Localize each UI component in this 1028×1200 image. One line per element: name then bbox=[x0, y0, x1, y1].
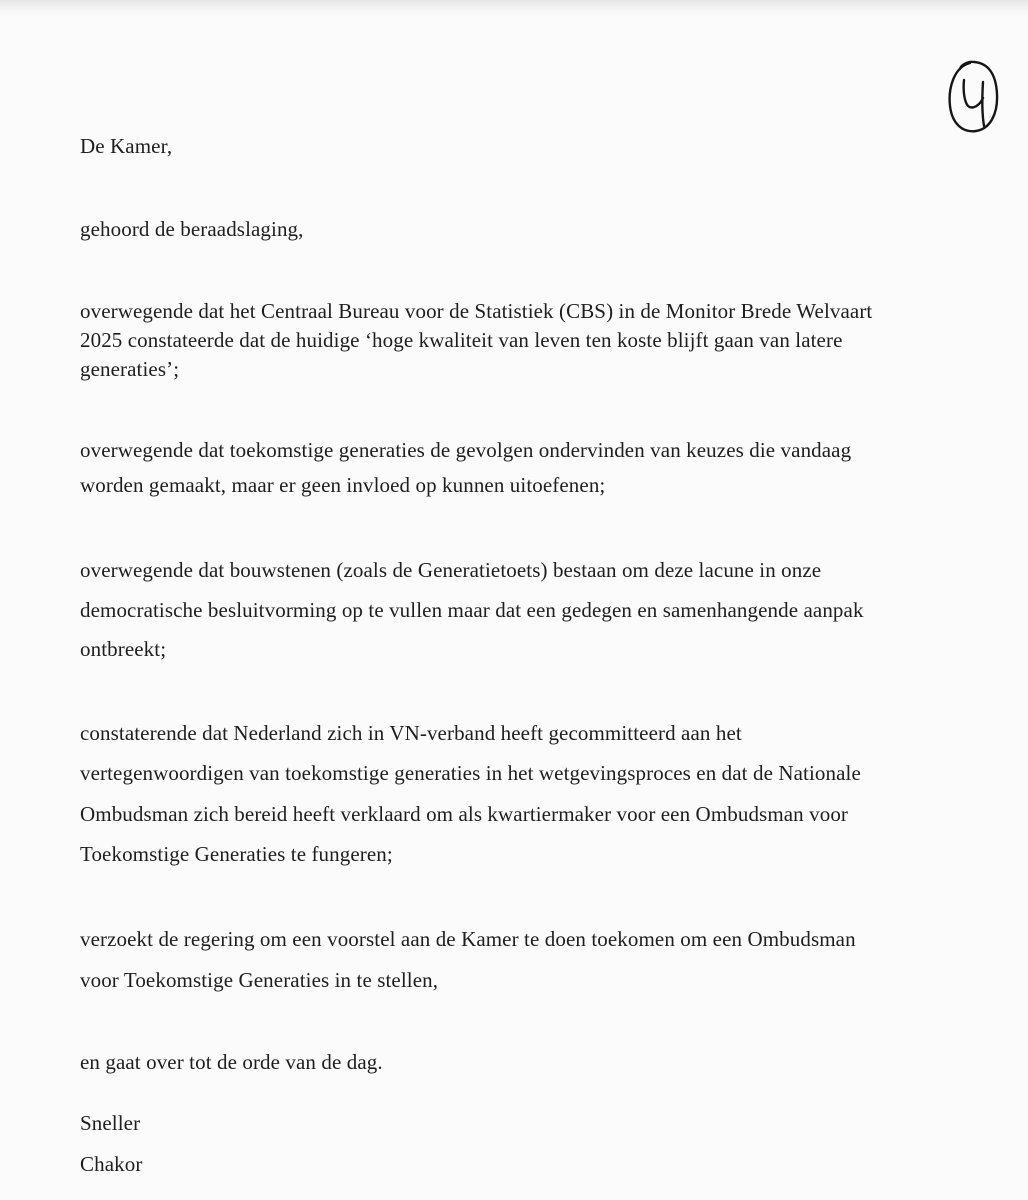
paragraph-1-line-1: overwegende dat het Centraal Bureau voor de Statistiek (CBS) in de Monitor Brede Welvaart bbox=[80, 299, 873, 323]
handwritten-page-number bbox=[944, 56, 1002, 136]
paragraph-1-line-2: 2025 constateerde dat de huidige ‘hoge kwaliteit van leven ten koste blijft gaan van latere bbox=[80, 328, 843, 352]
signatory-1: Sneller bbox=[80, 1111, 141, 1135]
paragraph-2-line-1: overwegende dat toekomstige generaties de gevolgen ondervinden van keuzes die vandaag bbox=[80, 438, 852, 462]
paragraph-4-line-3: Ombudsman zich bereid heeft verklaard om als kwartiermaker voor een Ombudsman voor bbox=[80, 802, 849, 826]
paragraph-5-line-2: voor Toekomstige Generaties in te stellen, bbox=[80, 968, 439, 992]
heard-clause: gehoord de beraadslaging, bbox=[80, 217, 304, 241]
paragraph-4-line-4: Toekomstige Generaties te fungeren; bbox=[80, 842, 393, 866]
paragraph-3-line-1: overwegende dat bouwstenen (zoals de Generatietoets) bestaan om deze lacune in onze bbox=[80, 558, 822, 582]
circled-number-icon bbox=[944, 56, 1002, 136]
paragraph-5-line-1: verzoekt de regering om een voorstel aan de Kamer te doen toekomen om een Ombudsman bbox=[80, 927, 856, 951]
scan-top-edge bbox=[0, 0, 1028, 18]
closing-clause: en gaat over tot de orde van de dag. bbox=[80, 1050, 383, 1074]
salutation: De Kamer, bbox=[80, 134, 173, 158]
paragraph-4-line-1: constaterende dat Nederland zich in VN-verband heeft gecommitteerd aan het bbox=[80, 721, 742, 745]
paragraph-4-line-2: vertegenwoordigen van toekomstige generaties in het wetgevingsproces en dat de Nationale bbox=[80, 761, 861, 785]
paragraph-1-line-3: generaties’; bbox=[80, 357, 180, 381]
signatory-2: Chakor bbox=[80, 1152, 143, 1176]
paragraph-2-line-2: worden gemaakt, maar er geen invloed op kunnen uitoefenen; bbox=[80, 473, 606, 497]
paragraph-3-line-2: democratische besluitvorming op te vullen maar dat een gedegen en samenhangende aanpak bbox=[80, 598, 864, 622]
paragraph-3-line-3: ontbreekt; bbox=[80, 637, 167, 661]
